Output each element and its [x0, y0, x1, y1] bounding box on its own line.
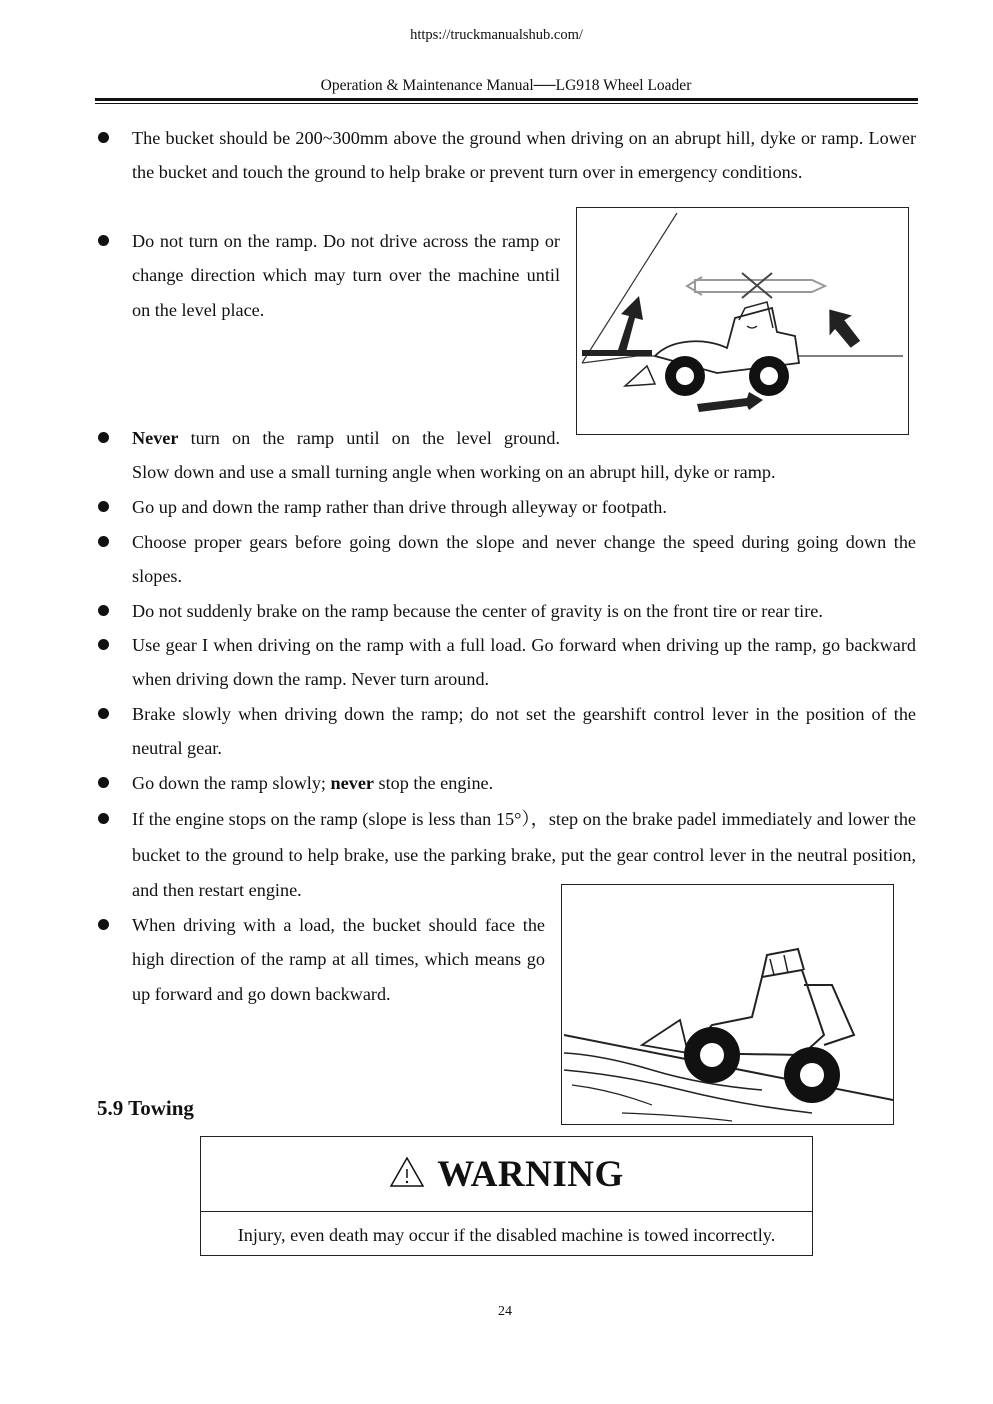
emphasis-never-2: never: [330, 773, 374, 793]
warning-header: [201, 1137, 812, 1212]
figure-ramp-no-turn: [576, 207, 909, 435]
bullet-no-sudden-brake: Do not suddenly brake on the ramp because the center of gravity is on the front tire or rear tire.: [132, 594, 916, 628]
bullet-no-turn-ramp: Do not turn on the ramp. Do not drive across the ramp or change direction which may turn over the machine until on the level place.: [132, 224, 560, 327]
bullet-proper-gears: Choose proper gears before going down the slope and never change the speed during going down the slopes.: [132, 525, 916, 594]
warning-text: Injury, even death may occur if the disabled machine is towed incorrectly.: [237, 1225, 776, 1245]
header-rule-thin: [95, 103, 918, 104]
header-rule-thick: [95, 98, 918, 101]
bullet-never-turn: Never turn on the ramp until on the level ground. Slow down and use a small turning angle when working on an abrupt hill, dyke or ramp.: [132, 421, 916, 490]
emphasis-never: Never: [132, 428, 179, 448]
bullet-up-down-ramp: Go up and down the ramp rather than drive through alleyway or footpath.: [132, 490, 916, 524]
bullet-bucket-face-high: When driving with a load, the bucket should face the high direction of the ramp at all times, which means go up forward and go down backward.: [132, 908, 545, 1011]
figure-loader-on-slope: [561, 884, 894, 1125]
running-header: Operation & Maintenance Manual──LG918 Wheel Loader: [320, 77, 692, 94]
bullet-brake-slowly: Brake slowly when driving down the ramp; do not set the gearshift control lever in the position of the neutral gear.: [132, 697, 916, 766]
bullet-never-turn-line2: Slow down and use a small turning angle when working on an abrupt hill, dyke or ramp.: [132, 462, 776, 483]
warning-triangle-icon: [389, 1156, 425, 1193]
bullet-engine-stops: If the engine stops on the ramp (slope is less than 15°），step on the brake padel immediately and lower the bucket to the ground to help brake, use the parking brake, put the gear control lever in the neutral position, and then restart engine.: [132, 802, 916, 909]
page-number: 24: [498, 1304, 512, 1319]
bullet-go-down-slowly: Go down the ramp slowly; never stop the engine.: [132, 766, 916, 800]
bullet-gear-one: Use gear I when driving on the ramp with a full load. Go forward when driving up the ramp, go backward when driving down the ramp. Never turn around.: [132, 628, 916, 697]
section-title-towing: 5.9 Towing: [97, 1096, 194, 1120]
source-url: https://truckmanualshub.com/: [410, 27, 583, 43]
warning-title: WARNING: [437, 1153, 624, 1195]
warning-box: [200, 1136, 813, 1256]
bullet-bucket-height: The bucket should be 200~300mm above the ground when driving on an abrupt hill, dyke or ramp. Lower the bucket and touch the ground to help brake or prevent turn over in emergency conditions.: [132, 121, 916, 190]
